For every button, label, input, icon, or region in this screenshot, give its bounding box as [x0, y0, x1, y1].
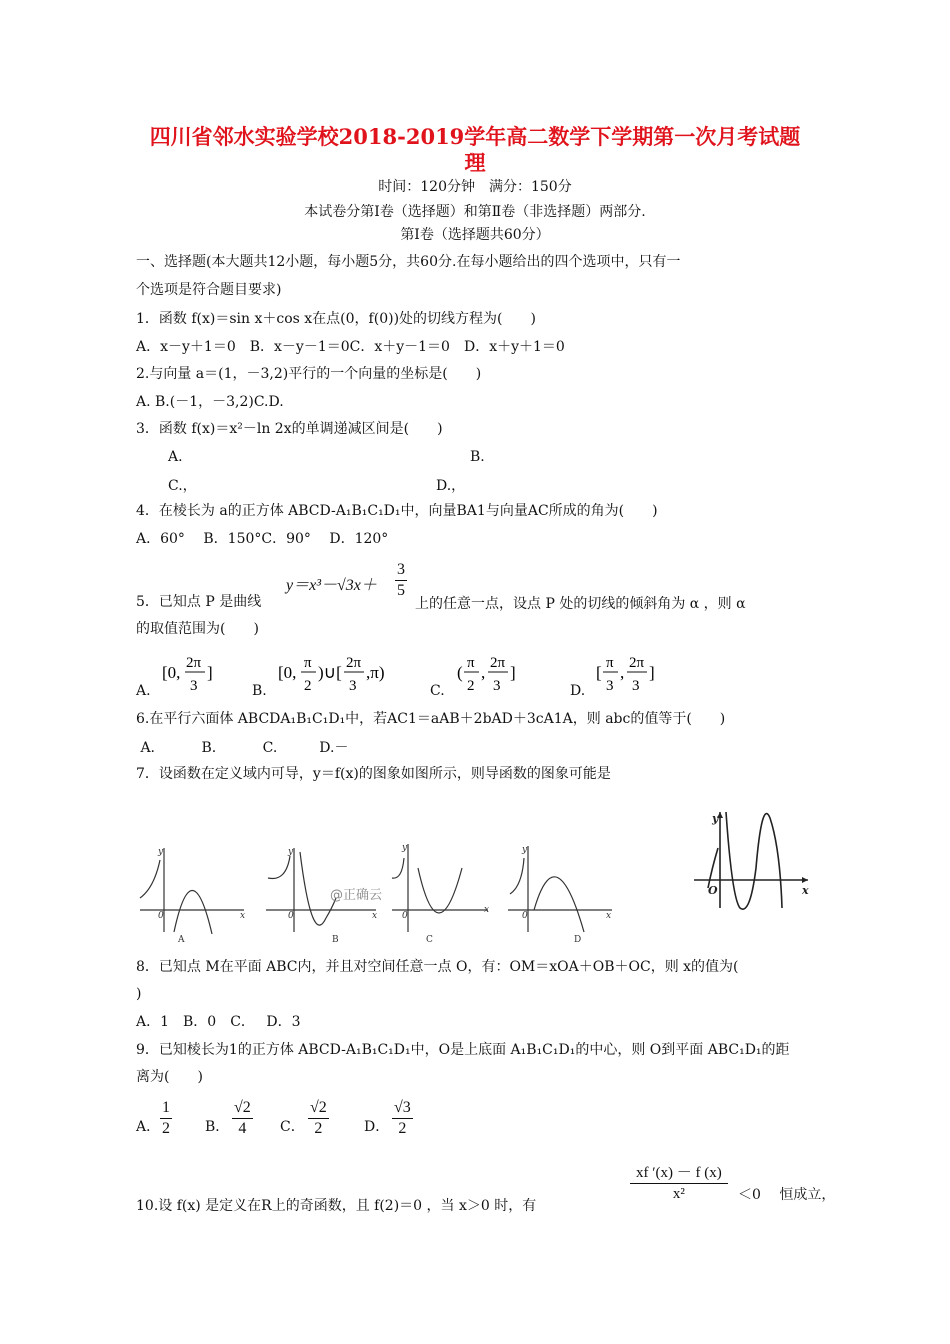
question-5-curve-formula	[286, 572, 377, 595]
question-5-stem: 5．已知点 P 是曲线	[136, 594, 262, 610]
question-5-option-a-label: A.	[136, 683, 151, 699]
q9c-numerator: √2	[308, 1098, 329, 1119]
svg-text:2π: 2π	[186, 655, 202, 671]
question-9-option-c-frac	[308, 1098, 329, 1139]
question-5-option-d-label: D.	[570, 683, 586, 699]
question-1-options: A．x－y＋1＝0 B．x－y－1＝0C．x＋y－1＝0 D．x＋y＋1＝0	[136, 339, 565, 355]
question-5-option-c-math	[455, 650, 525, 700]
q9b-numerator: √2	[232, 1098, 253, 1119]
exam-title: 四川省邻水实验学校2018-2019学年高二数学下学期第一次月考试题	[149, 124, 801, 149]
q9d-numerator: √3	[392, 1098, 413, 1119]
svg-text:,π): ,π)	[366, 663, 385, 682]
svg-text:0: 0	[402, 911, 408, 921]
svg-text:2: 2	[304, 678, 312, 694]
svg-text:y: y	[402, 843, 408, 853]
graph-b-label: B	[332, 935, 339, 945]
question-5-option-d-math	[594, 650, 664, 700]
section-heading-cont: 个选项是符合题目要求)	[136, 282, 282, 298]
svg-text:x: x	[372, 911, 378, 921]
interval-b-icon	[276, 650, 406, 696]
graph-c-label: C	[426, 935, 433, 945]
question-5-fraction	[395, 560, 407, 601]
question-5-stem-end: 的取值范围为( )	[136, 621, 259, 637]
question-6: 6.在平行六面体 ABCDA₁B₁C₁D₁中，若AC1＝aAB＋2bAD＋3cA1A，则 abc的值等于( )	[136, 711, 726, 727]
svg-text:x: x	[802, 884, 809, 897]
question-10-tail: ＜0 恒成立，	[738, 1187, 836, 1203]
svg-text:0: 0	[158, 911, 164, 921]
svg-text:y: y	[712, 812, 719, 825]
svg-text:2π: 2π	[490, 655, 506, 671]
question-5-option-a-math	[160, 650, 220, 700]
question-5-option-b-label: B.	[252, 683, 267, 699]
svg-text:]: ]	[207, 663, 213, 682]
question-9-option-d-frac	[392, 1098, 413, 1139]
svg-text:,: ,	[620, 663, 625, 682]
question-3: 3．函数 f(x)＝x²－ln 2x的单调递减区间是( )	[136, 421, 443, 437]
question-9-cont: 离为( )	[136, 1069, 203, 1085]
q9a-numerator: 1	[160, 1098, 172, 1119]
svg-text:x: x	[484, 905, 490, 915]
question-7: 7．设函数在定义域内可导，y＝f(x)的图象如图所示，则导函数的图象可能是	[136, 766, 611, 782]
svg-text:3: 3	[606, 678, 614, 694]
section-heading: 一、选择题(本大题共12小题，每小题5分，共60分.在每小题给出的四个选项中，只有一	[136, 254, 681, 270]
svg-text:y: y	[288, 847, 294, 857]
question-8-options: A．1 B．0 C． D．3	[136, 1014, 301, 1030]
question-5-formula-text: y＝x³－√3x＋	[286, 577, 377, 594]
q9a-denominator: 2	[162, 1120, 170, 1137]
q9b-denominator: 4	[238, 1120, 247, 1137]
svg-text:)∪[: )∪[	[318, 663, 342, 682]
svg-text:2π: 2π	[629, 655, 645, 671]
question-3-option-a: A.	[168, 449, 183, 465]
question-8: 8．已知点 M在平面 ABC内，并且对空间任意一点 O，有：OM＝xOA＋OB＋OC，则 x的值为(	[136, 959, 739, 975]
question-5-fraction-numerator: 3	[395, 560, 407, 581]
question-9-option-b-label: B．	[205, 1119, 230, 1135]
svg-text:3: 3	[190, 678, 198, 694]
svg-text:y: y	[522, 845, 528, 855]
q9c-denominator: 2	[314, 1120, 323, 1137]
svg-text:]: ]	[649, 663, 655, 682]
question-9: 9．已知棱长为1的正方体 ABCD-A₁B₁C₁D₁中，O是上底面 A₁B₁C₁D₁的中心，则 O到平面 ABC₁D₁的距	[136, 1042, 790, 1058]
svg-text:3: 3	[493, 678, 501, 694]
svg-text:]: ]	[510, 663, 516, 682]
svg-text:0: 0	[288, 911, 294, 921]
svg-text:π: π	[467, 655, 475, 671]
svg-text:π: π	[606, 655, 614, 671]
question-5-stem-cont: 上的任意一点，设点 P 处的切线的倾斜角为 α ，则 α	[415, 596, 746, 612]
time-info: 时间：120分钟 满分：150分	[378, 179, 572, 195]
svg-text:π: π	[304, 655, 312, 671]
svg-text:[: [	[596, 663, 602, 682]
question-2-options: A. B.(－1，－3,2)C.D.	[136, 394, 284, 410]
question-10-fraction	[630, 1163, 728, 1204]
watermark: @正确云	[330, 888, 383, 903]
question-9-option-b-frac	[232, 1098, 253, 1139]
svg-text:3: 3	[349, 678, 357, 694]
exam-title-subject: 理	[464, 150, 486, 175]
svg-text:O: O	[708, 884, 718, 897]
q9d-denominator: 2	[398, 1120, 407, 1137]
svg-text:x: x	[240, 911, 246, 921]
question-9-option-a-frac	[160, 1098, 172, 1139]
svg-text:(: (	[457, 663, 463, 682]
svg-text:,: ,	[481, 663, 486, 682]
question-4-options: A．60° B．150°C．90° D．120°	[136, 531, 389, 547]
graph-d-label: D	[574, 935, 582, 945]
question-9-option-a-label: A．	[136, 1119, 161, 1135]
question-4: 4．在棱长为 a的正方体 ABCD-A₁B₁C₁D₁中，向量BA1与向量AC所成的角为( )	[136, 503, 658, 519]
svg-text:3: 3	[632, 678, 640, 694]
question-2: 2.与向量 a＝(1，－3,2)平行的一个向量的坐标是( )	[136, 366, 482, 382]
svg-text:x: x	[606, 911, 612, 921]
svg-text:y: y	[158, 847, 164, 857]
question-10-fraction-numerator: xf ′(x) － f (x)	[630, 1163, 728, 1184]
question-6-options: A. B. C. D.－	[136, 740, 349, 756]
svg-text:[0,: [0,	[278, 663, 297, 682]
question-5-fraction-denominator: 5	[397, 582, 405, 599]
question-10-fraction-denominator: x²	[672, 1186, 685, 1202]
question-3-option-b: B.	[470, 449, 485, 465]
interval-c-icon	[455, 650, 525, 696]
graph-a	[140, 848, 244, 934]
svg-text:2π: 2π	[346, 655, 362, 671]
interval-a-icon	[160, 650, 220, 696]
interval-d-icon	[594, 650, 664, 696]
question-9-option-d-label: D．	[364, 1119, 390, 1135]
question-9-option-c-label: C．	[280, 1119, 305, 1135]
question-10: 10.设 f(x) 是定义在R上的奇函数，且 f(2)＝0 ，当 x＞0 时，有	[136, 1198, 537, 1214]
part-one-heading: 第Ⅰ卷（选择题共60分）	[400, 227, 550, 243]
svg-text:2: 2	[467, 678, 475, 694]
question-8-cont: )	[136, 986, 142, 1002]
svg-text:[0,: [0,	[162, 663, 181, 682]
paper-info: 本试卷分第Ⅰ卷（选择题）和第Ⅱ卷（非选择题）两部分.	[304, 204, 646, 220]
question-3-option-c: C.，	[168, 478, 197, 494]
question-3-option-d: D.，	[436, 478, 466, 494]
question-1: 1．函数 f(x)＝sin x＋cos x在点(0，f(0))处的切线方程为( )	[136, 311, 536, 327]
question-5-option-b-math	[276, 650, 406, 700]
question-5-option-c-label: C.	[430, 683, 445, 699]
graph-a-label: A	[178, 935, 185, 945]
function-graph	[690, 808, 815, 920]
svg-text:0: 0	[522, 911, 528, 921]
